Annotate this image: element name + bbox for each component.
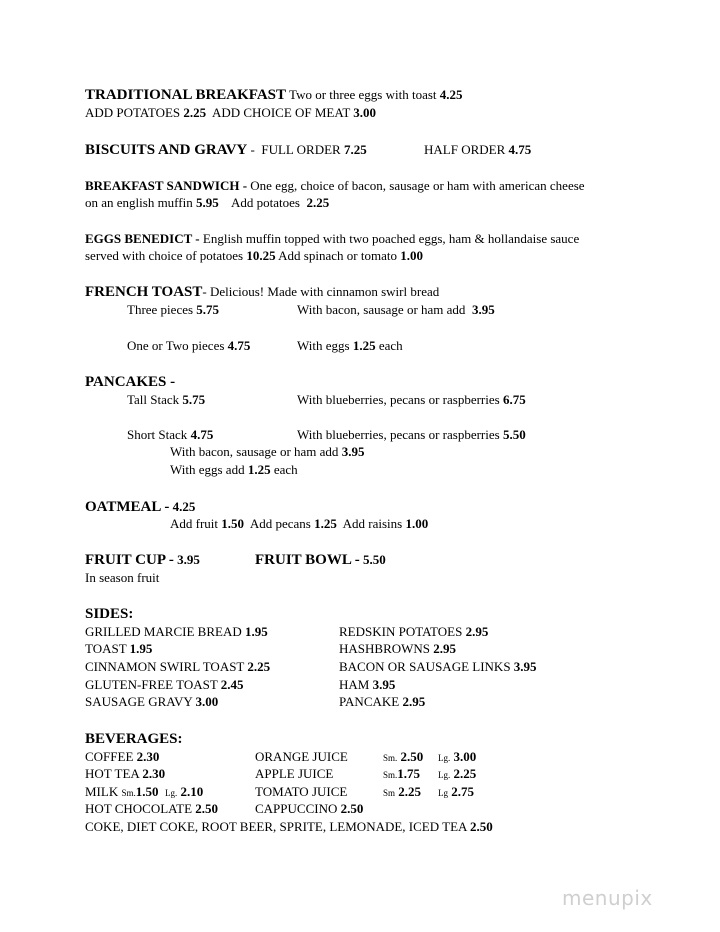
tall-stack-add-label: With blueberries, pecans or raspberries	[297, 392, 500, 407]
eggs-benedict-desc-2: served with choice of potatoes	[85, 248, 244, 263]
side-item	[339, 693, 425, 711]
french-toast-eggs-suffix: each	[378, 338, 403, 353]
pancakes-eggs-suffix: each	[273, 462, 298, 477]
one-two-pieces-label: One or Two pieces	[127, 338, 225, 353]
side-item	[85, 693, 218, 711]
benedict-add-price: 1.00	[400, 248, 423, 263]
full-order-price: 7.25	[343, 142, 367, 157]
side-item	[339, 623, 488, 641]
one-two-pieces-price: 4.75	[227, 338, 251, 353]
side-price: 3.00	[195, 694, 219, 709]
breakfast-sandwich-line	[85, 177, 585, 195]
milk-sm-price: 1.50	[135, 784, 159, 799]
pancakes-eggs-add	[170, 461, 298, 479]
french-toast-meat-price: 3.95	[471, 302, 495, 317]
tall-stack	[127, 391, 205, 409]
orange-juice-label: ORANGE JUICE	[255, 749, 348, 764]
short-stack	[127, 426, 213, 444]
eggs-benedict-title: EGGS BENEDICT -	[85, 231, 200, 246]
french-toast-eggs	[297, 337, 403, 355]
add-meat-price: 3.00	[353, 105, 377, 120]
cappuccino-label: CAPPUCCINO	[255, 801, 338, 816]
menupix-watermark: menupix	[562, 886, 653, 910]
three-pieces-label: Three pieces	[127, 302, 194, 317]
milk-sm-label: Sm.	[121, 788, 136, 798]
fruit-note-line	[85, 569, 159, 587]
traditional-breakfast-title: TRADITIONAL BREAKFAST	[85, 87, 287, 103]
side-name: CINNAMON SWIRL TOAST	[85, 659, 245, 674]
beverage-sodas	[85, 818, 493, 836]
oatmeal-pecans-label: Add pecans	[249, 516, 311, 531]
fruit-bowl-title: FRUIT BOWL -	[255, 552, 360, 568]
french-toast-eggs-label: With eggs	[297, 338, 350, 353]
sides-title: SIDES:	[85, 606, 134, 622]
breakfast-sandwich-desc: One egg, choice of bacon, sausage or ham with american cheese	[250, 178, 585, 193]
short-stack-add-price: 5.50	[502, 427, 526, 442]
tall-stack-label: Tall Stack	[127, 392, 180, 407]
tomato-juice-label: TOMATO JUICE	[255, 784, 348, 799]
beverage-cappuccino	[255, 800, 363, 818]
apple-juice-lg	[438, 765, 476, 784]
traditional-addons-line	[85, 104, 376, 122]
orange-juice-lg-label: Lg.	[438, 753, 451, 763]
side-name: GRILLED MARCIE BREAD	[85, 624, 242, 639]
full-order-label: FULL ORDER	[261, 142, 341, 157]
breakfast-sandwich-line-2	[85, 194, 329, 212]
side-price: 2.95	[465, 624, 489, 639]
side-price: 3.95	[513, 659, 537, 674]
apple-juice-label: APPLE JUICE	[255, 766, 334, 781]
beverage-tomato-juice	[255, 783, 347, 801]
tomato-juice-lg	[438, 783, 474, 802]
traditional-breakfast-price: 4.25	[439, 87, 463, 102]
side-name: GLUTEN-FREE TOAST	[85, 677, 218, 692]
oatmeal-line	[85, 498, 195, 516]
coffee-label: COFFEE	[85, 749, 134, 764]
beverage-orange-juice	[255, 748, 348, 766]
eggs-benedict-desc: English muffin topped with two poached eggs, ham & hollandaise sauce	[202, 231, 580, 246]
beverages-heading	[85, 730, 183, 748]
pancakes-meat-add	[170, 443, 364, 461]
fruit-note: In season fruit	[85, 570, 160, 585]
french-toast-meat-add	[297, 301, 495, 319]
fruit-bowl-line	[255, 551, 386, 569]
biscuits-gravy-line	[85, 141, 367, 159]
side-price: 2.95	[402, 694, 426, 709]
side-item	[85, 676, 244, 694]
oatmeal-pecans-price: 1.25	[314, 516, 337, 531]
pancakes-meat-label: With bacon, sausage or ham add	[170, 444, 339, 459]
beverage-apple-juice	[255, 765, 333, 783]
side-name: TOAST	[85, 641, 127, 656]
beverage-hot-chocolate	[85, 800, 218, 818]
oatmeal-price: 4.25	[172, 499, 196, 514]
pancakes-line	[85, 373, 175, 391]
benedict-add-label: Add spinach or tomato	[278, 248, 397, 263]
tomato-juice-lg-label: Lg	[438, 788, 448, 798]
french-toast-line	[85, 283, 439, 301]
french-toast-eggs-price: 1.25	[352, 338, 376, 353]
oatmeal-title: OATMEAL -	[85, 499, 170, 515]
half-order-price: 4.75	[508, 142, 532, 157]
fruit-cup-line	[85, 551, 200, 569]
side-item	[85, 640, 152, 658]
apple-juice-sm	[383, 765, 420, 784]
sandwich-add-potatoes-price: 2.25	[306, 195, 330, 210]
cappuccino-price: 2.50	[340, 801, 364, 816]
pancakes-meat-price: 3.95	[341, 444, 365, 459]
short-stack-price: 4.75	[190, 427, 214, 442]
oatmeal-fruit-price: 1.50	[221, 516, 245, 531]
fruit-bowl-price: 5.50	[363, 552, 386, 567]
add-potatoes-price: 2.25	[183, 105, 207, 120]
fruit-cup-price: 3.95	[177, 552, 200, 567]
sodas-label: COKE, DIET COKE, ROOT BEER, SPRITE, LEMONADE, ICED TEA	[85, 819, 467, 834]
side-price: 1.95	[129, 641, 153, 656]
beverage-hot-tea	[85, 765, 165, 783]
side-price: 2.95	[433, 641, 457, 656]
pancakes-title: PANCAKES -	[85, 374, 176, 390]
biscuits-sep: -	[250, 142, 255, 157]
milk-label: MILK	[85, 784, 119, 799]
tall-stack-price: 5.75	[182, 392, 206, 407]
half-order-line	[424, 141, 531, 159]
orange-juice-sm-price: 2.50	[400, 749, 424, 764]
beverages-title: BEVERAGES:	[85, 731, 183, 747]
side-item	[339, 676, 395, 694]
side-price: 2.25	[247, 659, 271, 674]
milk-lg-label: Lg.	[164, 788, 178, 798]
tomato-juice-sm	[383, 783, 421, 802]
side-name: REDSKIN POTATOES	[339, 624, 463, 639]
add-meat-label: ADD CHOICE OF MEAT	[211, 105, 351, 120]
oatmeal-raisins-label: Add raisins	[342, 516, 403, 531]
side-item	[85, 658, 270, 676]
eggs-benedict-line	[85, 230, 579, 248]
apple-juice-sm-label: Sm.	[383, 770, 398, 780]
apple-juice-lg-price: 2.25	[453, 766, 477, 781]
side-price: 1.95	[244, 624, 268, 639]
apple-juice-sm-price: 1.75	[397, 766, 421, 781]
breakfast-sandwich-price: 5.95	[195, 195, 219, 210]
traditional-breakfast-line	[85, 86, 463, 104]
french-toast-one-two	[127, 337, 250, 355]
side-item	[339, 640, 456, 658]
sides-heading	[85, 605, 133, 623]
orange-juice-lg-price: 3.00	[453, 749, 477, 764]
side-name: HAM	[339, 677, 370, 692]
traditional-breakfast-desc: Two or three eggs with toast	[289, 87, 437, 102]
biscuits-gravy-title: BISCUITS AND GRAVY	[85, 142, 248, 158]
add-potatoes-label: ADD POTATOES	[85, 105, 181, 120]
short-stack-add	[297, 426, 526, 444]
hot-tea-label: HOT TEA	[85, 766, 140, 781]
pancakes-eggs-label: With eggs add	[170, 462, 245, 477]
hot-tea-price: 2.30	[142, 766, 166, 781]
side-name: PANCAKE	[339, 694, 400, 709]
oatmeal-raisins-price: 1.00	[405, 516, 429, 531]
half-order-label: HALF ORDER	[424, 142, 506, 157]
coffee-price: 2.30	[136, 749, 160, 764]
hot-chocolate-price: 2.50	[195, 801, 219, 816]
apple-juice-lg-label: Lg.	[438, 770, 451, 780]
hot-chocolate-label: HOT CHOCOLATE	[85, 801, 193, 816]
side-name: SAUSAGE GRAVY	[85, 694, 193, 709]
oatmeal-addons	[170, 515, 428, 533]
breakfast-sandwich-desc-2: on an english muffin	[85, 195, 193, 210]
short-stack-add-label: With blueberries, pecans or raspberries	[297, 427, 500, 442]
french-toast-meat-label: With bacon, sausage or ham add	[297, 302, 466, 317]
side-item	[339, 658, 537, 676]
tall-stack-add-price: 6.75	[502, 392, 526, 407]
tomato-juice-lg-price: 2.75	[451, 784, 474, 799]
tomato-juice-sm-label: Sm	[383, 788, 396, 798]
french-toast-desc: - Delicious! Made with cinnamon swirl bread	[202, 284, 440, 299]
short-stack-label: Short Stack	[127, 427, 188, 442]
french-toast-title: FRENCH TOAST	[85, 284, 203, 300]
three-pieces-price: 5.75	[196, 302, 220, 317]
side-price: 2.45	[220, 677, 244, 692]
side-price: 3.95	[372, 677, 396, 692]
side-name: HASHBROWNS	[339, 641, 431, 656]
milk-lg-price: 2.10	[180, 784, 204, 799]
orange-juice-sm-label: Sm.	[383, 753, 398, 763]
breakfast-sandwich-title: BREAKFAST SANDWICH -	[85, 178, 248, 193]
sodas-price: 2.50	[469, 819, 493, 834]
fruit-cup-title: FRUIT CUP -	[85, 552, 174, 568]
tomato-juice-sm-price: 2.25	[398, 784, 422, 799]
beverage-coffee	[85, 748, 159, 766]
french-toast-three	[127, 301, 219, 319]
pancakes-eggs-price: 1.25	[247, 462, 271, 477]
sandwich-add-potatoes-label: Add potatoes	[231, 195, 300, 210]
oatmeal-fruit-label: Add fruit	[170, 516, 219, 531]
tall-stack-add	[297, 391, 526, 409]
side-item	[85, 623, 268, 641]
side-name: BACON OR SAUSAGE LINKS	[339, 659, 511, 674]
eggs-benedict-line-2	[85, 247, 423, 265]
eggs-benedict-price: 10.25	[246, 248, 276, 263]
